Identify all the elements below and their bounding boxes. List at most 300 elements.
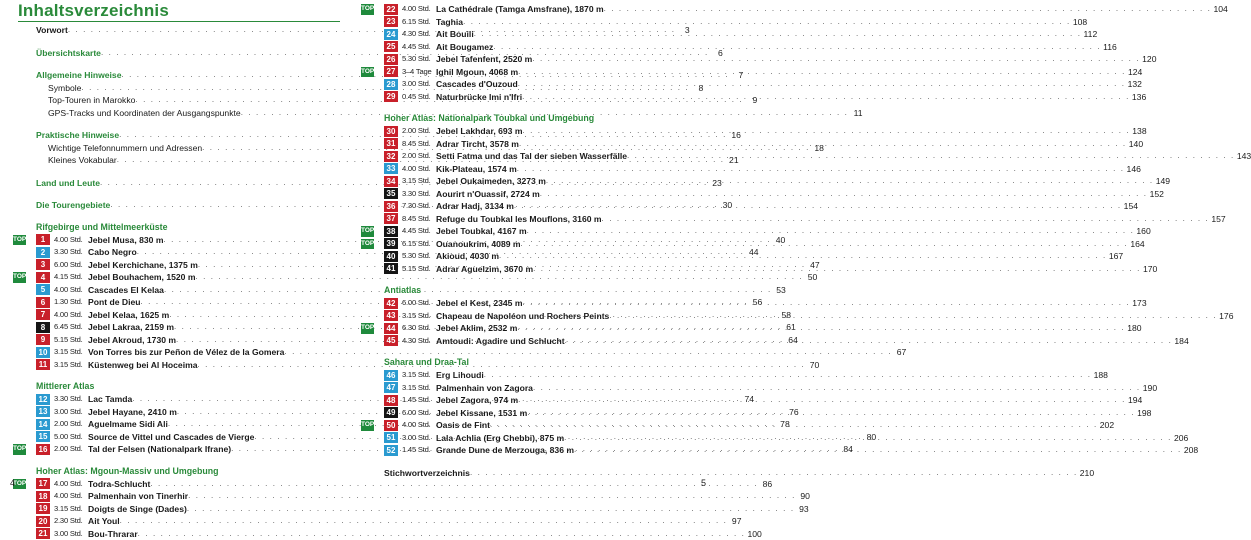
tour-entry[interactable]: [384, 16, 697, 29]
leader-dots: [517, 322, 1125, 335]
tour-name-wrap: [88, 443, 231, 456]
tour-name-wrap: [88, 359, 198, 372]
tour-duration: 4.15 Std.: [54, 271, 88, 284]
tour-duration: 5.15 Std.: [402, 263, 436, 276]
tour-number-badge: 21: [36, 528, 50, 539]
tour-duration: 5.00 Std.: [54, 431, 88, 444]
tour-page-number: 160: [1134, 225, 1150, 238]
tour-number-badge: 46: [384, 370, 398, 381]
tour-duration: 4.00 Std.: [54, 234, 88, 247]
tour-number-badge: 8: [36, 322, 50, 333]
toc-entry[interactable]: [36, 94, 336, 107]
tour-entry[interactable]: [384, 41, 697, 54]
leader-dots: [120, 515, 728, 528]
tour-name-wrap: [88, 334, 176, 347]
tour-duration: 6.30 Std.: [402, 322, 436, 335]
tour-duration: 1.45 Std.: [402, 394, 436, 407]
tour-name-wrap: [436, 188, 540, 201]
top-badge: TOP: [361, 67, 374, 78]
entry-label: GPS-Tracks und Koordinaten der Ausgangspunkte: [36, 107, 241, 120]
toc-entry[interactable]: [36, 107, 336, 120]
leader-dots: [187, 503, 795, 516]
tour-name-wrap: [88, 431, 254, 444]
toc-entry[interactable]: [36, 82, 336, 95]
tour-entry[interactable]: [384, 188, 697, 201]
entry-page-number: 8: [689, 82, 703, 95]
tour-name: Jebel Lakhdar, 693 m: [436, 126, 522, 136]
tour-number-badge: 20: [36, 516, 50, 527]
tour-page-number: 208: [1182, 444, 1198, 457]
leader-dots: [540, 188, 1148, 201]
tour-name: Palmenhain von Tinerhir: [88, 491, 188, 501]
tour-name-wrap: [88, 284, 164, 297]
tour-entry[interactable]: [36, 259, 336, 272]
tour-entry[interactable]: [384, 394, 697, 407]
tour-name-wrap: [436, 150, 627, 163]
tour-name-wrap: [436, 238, 521, 251]
tour-entry[interactable]: [384, 213, 697, 226]
tour-number-badge: 45: [384, 335, 398, 346]
tour-number-badge: 7: [36, 309, 50, 320]
tour-page-number: 104: [1211, 3, 1227, 16]
tour-duration: 8.45 Std.: [402, 213, 436, 226]
tour-name-wrap: [88, 271, 195, 284]
tour-entry[interactable]: [384, 150, 697, 163]
top-badge: TOP: [361, 420, 374, 431]
leader-dots: [490, 419, 1098, 432]
leader-dots: [521, 238, 1129, 251]
tour-number-badge: 12: [36, 394, 50, 405]
tour-duration: 1.45 Std.: [402, 444, 436, 457]
tour-page-number: 47: [806, 259, 820, 272]
tour-page-number: 112: [1082, 28, 1098, 41]
tour-number-badge: 26: [384, 54, 398, 65]
tour-name-wrap: [436, 369, 484, 382]
tour-name: Jebel Musa, 830 m: [88, 235, 163, 245]
tour-name-wrap: [436, 432, 564, 445]
tour-name-wrap: [436, 322, 517, 335]
tour-number-badge: 27: [384, 66, 398, 77]
tour-page-number: 202: [1098, 419, 1114, 432]
tour-entry[interactable]: [36, 431, 336, 444]
tour-number-badge: 22: [384, 4, 398, 15]
tour-duration: 4.45 Std.: [402, 41, 436, 54]
tour-entry[interactable]: [384, 200, 697, 213]
tour-number-badge: 2: [36, 247, 50, 258]
tour-duration: 4.30 Std.: [402, 335, 436, 348]
entry-page-number: 18: [810, 142, 824, 155]
tour-entry[interactable]: [384, 263, 697, 276]
tour-page-number: 78: [776, 418, 790, 431]
tour-name: Ait Bouili: [436, 29, 474, 39]
tour-duration: 4.00 Std.: [402, 3, 436, 16]
tour-name-wrap: [88, 246, 137, 259]
tour-duration: 6.15 Std.: [402, 238, 436, 251]
tour-page-number: 194: [1126, 394, 1142, 407]
tour-entry[interactable]: [384, 444, 697, 457]
tour-number-badge: 52: [384, 445, 398, 456]
tour-entry[interactable]: [384, 163, 697, 176]
tour-name: Jebel Lakraa, 2159 m: [88, 322, 174, 332]
toc-entry[interactable]: [36, 154, 336, 167]
tour-page-number: 86: [758, 478, 772, 491]
tour-name-wrap: [436, 163, 517, 176]
tour-number-badge: 35: [384, 188, 398, 199]
entry-label: Wichtige Telefonnummern und Adressen: [36, 142, 202, 155]
tour-name: Jebel Kerchichane, 1375 m: [88, 260, 198, 270]
tour-page-number: 154: [1122, 200, 1138, 213]
entry-label: Übersichtskarte: [36, 47, 101, 60]
section-heading: Mittlerer Atlas: [36, 380, 336, 393]
entry-page-number: 6: [709, 47, 723, 60]
leader-dots: [527, 225, 1135, 238]
tour-entry[interactable]: [36, 321, 336, 334]
tour-number-badge: 16: [36, 444, 50, 455]
top-badge: TOP: [13, 235, 26, 246]
tour-name: Jebel Bouhachem, 1520 m: [88, 272, 195, 282]
left-toc: [36, 24, 336, 540]
tour-name: Cascades d'Ouzoud: [436, 79, 518, 89]
tour-duration: 2.00 Std.: [54, 418, 88, 431]
tour-duration: 6.15 Std.: [402, 16, 436, 29]
tour-duration: 3–4 Tage: [402, 66, 436, 79]
tour-entry[interactable]: [384, 66, 697, 79]
tour-entry[interactable]: [36, 334, 336, 347]
entry-page-number: 210: [1078, 467, 1094, 480]
toc-entry[interactable]: [384, 467, 697, 480]
tour-name: Adrar Hadj, 3134 m: [436, 201, 514, 211]
tour-name-wrap: [436, 310, 609, 323]
tour-entry[interactable]: [36, 490, 336, 503]
tour-name: Bou-Thrarar: [88, 529, 138, 539]
tour-entry[interactable]: [384, 297, 697, 310]
tour-duration: 0.45 Std.: [402, 91, 436, 104]
leader-dots: [470, 467, 1078, 480]
tour-page-number: 97: [727, 515, 741, 528]
tour-name: La Cathédrale (Tamga Amsfrane), 1870 m: [436, 4, 604, 14]
tour-number-badge: 39: [384, 238, 398, 249]
tour-page-number: 80: [862, 431, 876, 444]
tour-page-number: 188: [1092, 369, 1108, 382]
tour-entry[interactable]: [384, 322, 697, 335]
tour-name: Jebel Zagora, 974 m: [436, 395, 518, 405]
tour-number-badge: 24: [384, 29, 398, 40]
title-rule: [18, 21, 340, 22]
tour-duration: 4.00 Std.: [54, 490, 88, 503]
tour-number-badge: 3: [36, 259, 50, 270]
page-title: Inhaltsverzeichnis: [18, 1, 169, 21]
left-page-number: 4: [10, 478, 15, 488]
leader-dots: [463, 16, 1071, 29]
tour-entry[interactable]: [384, 407, 697, 420]
leader-dots: [609, 310, 1217, 323]
tour-page-number: 180: [1125, 322, 1141, 335]
tour-name: Jebel Akroud, 1730 m: [88, 335, 176, 345]
tour-name: Adrar Tircht, 3578 m: [436, 139, 519, 149]
top-badge: TOP: [361, 323, 374, 334]
leader-dots: [519, 138, 1127, 151]
entry-label: Kleines Vokabular: [36, 154, 117, 167]
tour-entry[interactable]: [384, 175, 697, 188]
tour-page-number: 70: [805, 359, 819, 372]
tour-duration: 4.00 Std.: [402, 163, 436, 176]
tour-name: Küstenweg bei Al Hoceima: [88, 360, 198, 370]
tour-name-wrap: [436, 16, 463, 29]
leader-dots: [564, 432, 1172, 445]
tour-name-wrap: [436, 335, 565, 348]
top-badge: TOP: [361, 4, 374, 15]
tour-page-number: 64: [784, 334, 798, 347]
tour-entry[interactable]: [36, 359, 336, 372]
tour-entry[interactable]: [384, 225, 697, 238]
tour-entry[interactable]: [36, 234, 336, 247]
tour-name: Tal der Felsen (Nationalpark Ifrane): [88, 444, 231, 454]
tour-duration: 3.15 Std.: [54, 359, 88, 372]
entry-page-number: 3: [676, 24, 690, 37]
toc-entry[interactable]: [36, 69, 336, 82]
tour-entry[interactable]: [384, 3, 697, 16]
leader-dots: [514, 200, 1122, 213]
tour-name-wrap: [436, 213, 602, 226]
entry-label: Top-Touren in Marokko: [36, 94, 135, 107]
entry-label: Allgemeine Hinweise: [36, 69, 122, 82]
leader-dots: [522, 91, 1130, 104]
tour-duration: 6.45 Std.: [54, 321, 88, 334]
tour-number-badge: 13: [36, 406, 50, 417]
tour-name-wrap: [88, 259, 198, 272]
tour-entry[interactable]: [36, 284, 336, 297]
tour-name: Taghia: [436, 17, 463, 27]
tour-duration: 3.15 Std.: [402, 175, 436, 188]
leader-dots: [517, 163, 1125, 176]
tour-number-badge: 51: [384, 432, 398, 443]
tour-name: Cabo Negro: [88, 247, 137, 257]
tour-entry[interactable]: [384, 369, 697, 382]
tour-name-wrap: [436, 297, 522, 310]
tour-number-badge: 31: [384, 138, 398, 149]
section-heading: Hoher Atlas: Mgoun-Massiv und Umgebung: [36, 465, 336, 478]
tour-duration: 3.30 Std.: [54, 393, 88, 406]
tour-entry[interactable]: [36, 296, 336, 309]
toc-entry[interactable]: [36, 47, 336, 60]
tour-entry[interactable]: [36, 406, 336, 419]
tour-name: Ighil Mgoun, 4068 m: [436, 67, 518, 77]
tour-name-wrap: [88, 296, 141, 309]
tour-page-number: 84: [839, 443, 853, 456]
tour-number-badge: 50: [384, 420, 398, 431]
tour-page-number: 90: [796, 490, 810, 503]
entry-label: Praktische Hinweise: [36, 129, 119, 142]
tour-number-badge: 30: [384, 126, 398, 137]
tour-duration: 8.45 Std.: [402, 138, 436, 151]
tour-entry[interactable]: [384, 310, 697, 323]
entry-label: Stichwortverzeichnis: [384, 467, 470, 480]
leader-dots: [188, 490, 796, 503]
tour-number-badge: 17: [36, 478, 50, 489]
tour-page-number: 152: [1148, 188, 1164, 201]
tour-entry[interactable]: [36, 528, 336, 540]
tour-name-wrap: [436, 53, 532, 66]
tour-page-number: 50: [803, 271, 817, 284]
tour-page-number: 198: [1135, 407, 1151, 420]
tour-page-number: 74: [740, 393, 754, 406]
tour-number-badge: 25: [384, 41, 398, 52]
tour-name-wrap: [436, 394, 518, 407]
tour-name-wrap: [436, 250, 499, 263]
top-badge: TOP: [361, 226, 374, 237]
tour-number-badge: 1: [36, 234, 50, 245]
toc-entry[interactable]: [36, 129, 336, 142]
tour-name-wrap: [436, 78, 518, 91]
tour-duration: 5.30 Std.: [402, 250, 436, 263]
tour-number-badge: 47: [384, 382, 398, 393]
tour-page-number: 124: [1126, 66, 1142, 79]
right-page: [362, 0, 720, 491]
tour-name: Ouanoukrim, 4089 m: [436, 239, 521, 249]
tour-page-number: 173: [1130, 297, 1146, 310]
entry-page-number: 23: [708, 177, 722, 190]
tour-entry[interactable]: [384, 382, 697, 395]
top-badge: TOP: [361, 239, 374, 250]
tour-name-wrap: [88, 346, 284, 359]
section-heading: Sahara und Draa-Tal: [384, 356, 697, 369]
tour-entry[interactable]: [36, 478, 336, 491]
tour-duration: 6.00 Std.: [402, 407, 436, 420]
tour-entry[interactable]: [36, 443, 336, 456]
tour-number-badge: 5: [36, 284, 50, 295]
toc-entry[interactable]: [36, 177, 336, 190]
leader-dots: [522, 297, 1130, 310]
entry-page-number: 11: [849, 107, 863, 120]
tour-entry[interactable]: [384, 419, 697, 432]
tour-entry[interactable]: [384, 335, 697, 348]
tour-name-wrap: [436, 66, 518, 79]
tour-duration: 2.30 Std.: [54, 515, 88, 528]
leader-dots: [533, 263, 1141, 276]
tour-page-number: 61: [782, 321, 796, 334]
tour-duration: 2.00 Std.: [402, 125, 436, 138]
tour-page-number: 167: [1107, 250, 1123, 263]
tour-number-badge: 48: [384, 395, 398, 406]
tour-page-number: 120: [1140, 53, 1156, 66]
tour-number-badge: 10: [36, 347, 50, 358]
tour-name: Refuge du Toubkal les Mouflons, 3160 m: [436, 214, 602, 224]
toc-entry[interactable]: [36, 199, 336, 212]
tour-number-badge: 37: [384, 213, 398, 224]
tour-duration: 4.00 Std.: [54, 284, 88, 297]
tour-name-wrap: [88, 234, 163, 247]
tour-duration: 3.15 Std.: [54, 503, 88, 516]
tour-name: Source de Vittel und Cascades de Vierge: [88, 432, 254, 442]
tour-page-number: 53: [772, 284, 786, 297]
tour-duration: 5.15 Std.: [54, 334, 88, 347]
tour-name: Jebel Aklim, 2532 m: [436, 323, 517, 333]
toc-entry[interactable]: [36, 24, 336, 37]
tour-name: Aourirt n'Ouassif, 2724 m: [436, 189, 540, 199]
tour-number-badge: 28: [384, 79, 398, 90]
tour-page-number: 138: [1130, 125, 1146, 138]
tour-name-wrap: [88, 515, 120, 528]
right-toc: [384, 3, 697, 479]
tour-name-wrap: [436, 407, 527, 420]
tour-duration: 3.00 Std.: [402, 78, 436, 91]
tour-name: Amtoudi: Agadire und Schlucht: [436, 336, 565, 346]
leader-dots: [574, 444, 1182, 457]
tour-name-wrap: [88, 393, 132, 406]
tour-name: Ait Bougamez: [436, 42, 493, 52]
tour-number-badge: 34: [384, 176, 398, 187]
tour-entry[interactable]: [384, 125, 697, 138]
tour-name-wrap: [436, 444, 574, 457]
tour-name: Adrar Aguelzim, 3670 m: [436, 264, 533, 274]
tour-name-wrap: [88, 528, 138, 540]
tour-page-number: 58: [777, 309, 791, 322]
leader-dots: [474, 28, 1082, 41]
tour-page-number: 146: [1125, 163, 1141, 176]
tour-entry[interactable]: [36, 271, 336, 284]
tour-entry[interactable]: [384, 432, 697, 445]
tour-name: Lac Tamda: [88, 394, 132, 404]
leader-dots: [518, 394, 1126, 407]
tour-entry[interactable]: [36, 346, 336, 359]
leader-dots: [499, 250, 1107, 263]
toc-entry[interactable]: [36, 142, 336, 155]
tour-name-wrap: [436, 175, 546, 188]
tour-entry[interactable]: [384, 78, 697, 91]
tour-entry[interactable]: [36, 246, 336, 259]
tour-page-number: 93: [795, 503, 809, 516]
tour-number-badge: 41: [384, 263, 398, 274]
leader-dots: [518, 66, 1126, 79]
tour-entry[interactable]: [384, 250, 697, 263]
leader-dots: [493, 41, 1101, 54]
tour-page-number: 76: [785, 406, 799, 419]
tour-entry[interactable]: [36, 309, 336, 322]
right-page-number: 5: [701, 478, 706, 488]
tour-number-badge: 15: [36, 431, 50, 442]
tour-name-wrap: [436, 3, 604, 16]
tour-duration: 3.00 Std.: [54, 528, 88, 540]
tour-entry[interactable]: [36, 503, 336, 516]
tour-name-wrap: [436, 200, 514, 213]
tour-entry[interactable]: [384, 28, 697, 41]
leader-dots: [532, 53, 1140, 66]
tour-name: Aguelmame Sidi Ali: [88, 419, 168, 429]
tour-page-number: 67: [892, 346, 906, 359]
tour-name-wrap: [88, 309, 169, 322]
tour-name: Jebel Kissane, 1531 m: [436, 408, 527, 418]
tour-entry[interactable]: [36, 418, 336, 431]
tour-entry[interactable]: [384, 138, 697, 151]
tour-page-number: 164: [1128, 238, 1144, 251]
tour-number-badge: 44: [384, 323, 398, 334]
entry-label: Vorwort: [36, 24, 68, 37]
tour-page-number: 170: [1141, 263, 1157, 276]
tour-entry[interactable]: [36, 515, 336, 528]
tour-page-number: 100: [745, 528, 761, 540]
tour-entry[interactable]: [384, 53, 697, 66]
tour-entry[interactable]: [384, 91, 697, 104]
tour-duration: 3.15 Std.: [402, 382, 436, 395]
section-heading: Antiatlas: [384, 284, 697, 297]
tour-entry[interactable]: [384, 238, 697, 251]
tour-entry[interactable]: [36, 393, 336, 406]
tour-name-wrap: [88, 321, 174, 334]
tour-number-badge: 42: [384, 298, 398, 309]
tour-page-number: 44: [745, 246, 759, 259]
tour-page-number: 132: [1126, 78, 1142, 91]
tour-name-wrap: [436, 91, 522, 104]
